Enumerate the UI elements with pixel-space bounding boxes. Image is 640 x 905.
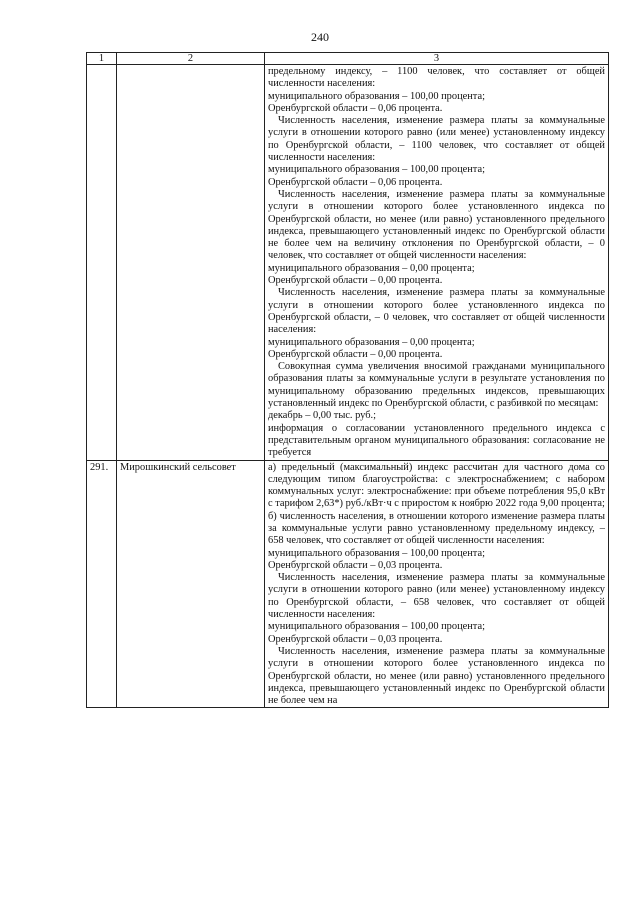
paragraph: Оренбургской области – 0,06 процента.	[268, 102, 443, 114]
paragraph: Оренбургской области – 0,03 процента.	[268, 559, 443, 571]
paragraph: а) предельный (максимальный) индекс рассчитан для частного дома со следующим типом благоустройства: с электроснабжением; с набором коммунальных услуг: электроснабжение: при объеме потребления 95,0 кВт с тарифом 2,63*) руб./кВт·ч с приростом к ноябрю 2022 года 9,00 процента;	[268, 461, 605, 510]
paragraph: муниципального образования – 0,00 процента;	[268, 336, 475, 348]
paragraph: муниципального образования – 100,00 процента;	[268, 90, 485, 102]
paragraph: муниципального образования – 0,00 процента;	[268, 262, 475, 274]
paragraph: Совокупная сумма увеличения вносимой гражданами муниципального образования платы за коммунальные услуги в результате установления по муниципальному образованию предельных индексов, превышающих установленный индекс по Оренбургской области, с разбивкой по месяцам:	[268, 361, 605, 410]
paragraph: Численность населения, изменение размера платы за коммунальные услуги в отношении которого более установленного индекса по Оренбургской области, но менее (или равно) установленного предельного индекса, превышающего установленный индекс по Оренбургской области не более чем на	[268, 645, 605, 707]
column-header: 3	[265, 53, 609, 65]
data-table	[86, 52, 609, 708]
paragraph: Оренбургской области – 0,03 процента.	[268, 633, 443, 645]
row-number: 291.	[87, 460, 117, 708]
paragraph: декабрь – 0,00 тыс. руб.;	[268, 410, 377, 422]
paragraph: Оренбургской области – 0,00 процента.	[268, 348, 443, 360]
paragraph: б) численность населения, в отношении которого изменение размера платы за коммунальные услуги равно установленному предельному индексу, – 658 человек, что составляет от общей численности населения:	[268, 510, 605, 547]
paragraph: информация о согласовании установленного предельного индекса с представительным органом муниципального образования: согласование не требуется	[268, 422, 605, 459]
paragraph: Оренбургской области – 0,06 процента.	[268, 176, 443, 188]
table-header-row	[87, 53, 609, 65]
page-number: 240	[311, 30, 329, 44]
paragraph: Оренбургской области – 0,00 процента.	[268, 275, 443, 287]
paragraph: Численность населения, изменение размера платы за коммунальные услуги в отношении которого более установленного индекса по Оренбургской области, – 0 человек, что составляет от общей численности населения:	[268, 287, 605, 336]
table-row	[87, 65, 609, 461]
row-details	[265, 65, 609, 461]
paragraph: муниципального образования – 100,00 процента;	[268, 621, 485, 633]
row-details	[265, 460, 609, 708]
table-row	[87, 460, 609, 708]
row-number	[87, 65, 117, 461]
paragraph: Численность населения, изменение размера платы за коммунальные услуги в отношении которого равно (или менее) установленному индексу по Оренбургской области, – 658 человек, что составляет от общей численности населения:	[268, 572, 605, 621]
column-header: 2	[117, 53, 265, 65]
municipality-name: Мирошкинский сельсовет	[117, 460, 265, 708]
paragraph: муниципального образования – 100,00 процента;	[268, 164, 485, 176]
municipality-name	[117, 65, 265, 461]
paragraph: Численность населения, изменение размера платы за коммунальные услуги в отношении которого более установленного индекса по Оренбургской области, но менее (или равно) установленного предельного индекса, превышающего установленный индекс по Оренбургской области не более чем на величину отклонения по Оренбургской области, – 0 человек, что составляет от общей численности населения:	[268, 188, 605, 262]
paragraph: предельному индексу, – 1100 человек, что составляет от общей численности населения:	[268, 66, 605, 90]
paragraph: муниципального образования – 100,00 процента;	[268, 547, 485, 559]
paragraph: Численность населения, изменение размера платы за коммунальные услуги в отношении которого равно (или менее) установленному индексу по Оренбургской области, – 1100 человек, что составляет от общей численности населения:	[268, 115, 605, 164]
column-header: 1	[87, 53, 117, 65]
